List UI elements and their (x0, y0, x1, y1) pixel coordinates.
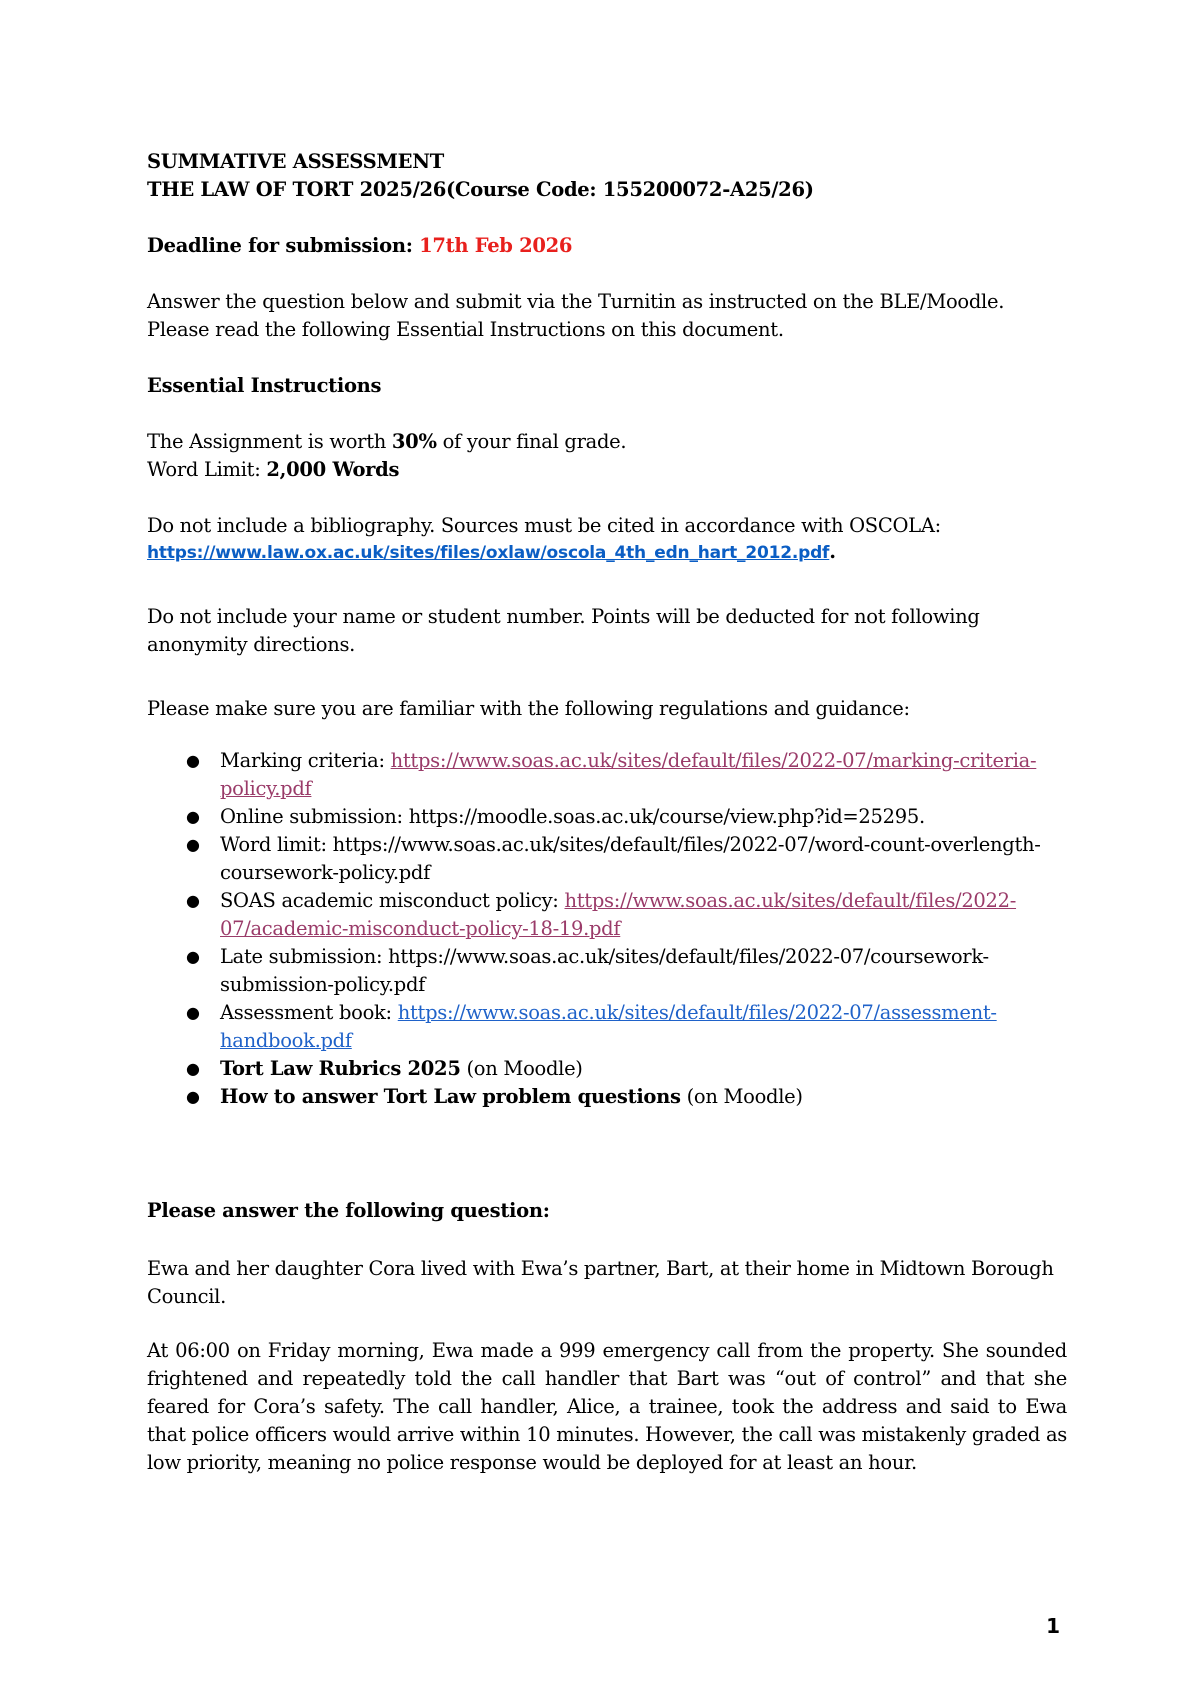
bibliography-note: Do not include a bibliography. Sources must be cited in accordance with OSCOLA: (147, 514, 941, 537)
oscola-line (147, 538, 1067, 567)
oscola-trailing: . (829, 540, 836, 563)
word-limit-label: Word Limit: (147, 458, 267, 481)
essential-heading: Essential Instructions (147, 374, 382, 397)
book-label: Assessment book: (220, 1001, 398, 1024)
list-item-howto (147, 1083, 1067, 1111)
bullet-icon: ● (186, 835, 200, 854)
list-item-rubrics (147, 1055, 1067, 1083)
wordlimit-label: Word limit: (220, 833, 333, 856)
word-limit-value: 2,000 Words (266, 458, 400, 481)
rubrics-title: Tort Law Rubrics 2025 (220, 1057, 461, 1080)
anonymity-line-2: anonymity directions. (147, 633, 356, 656)
title-line-2: THE LAW OF TORT 2025/26(Course Code: 155200072-A25/26) (147, 178, 814, 201)
book-url-part-2[interactable]: handbook.pdf (220, 1029, 352, 1052)
worth-line (147, 428, 1067, 456)
late-url-part-2: submission-policy.pdf (220, 973, 426, 996)
list-item-word-limit (147, 831, 1067, 887)
document-body (147, 148, 1067, 1477)
question-para-2: At 06:00 on Friday morning, Ewa made a 999 emergency call from the property. She sounded frightened and repeatedly told the call handler that Bart was “out of control” and that she feared for Cora’s safety. The call handler, Alice, a trainee, took the address and said to Ewa that police officers would arrive within 10 minutes. However, the call was mistakenly graded as low priority, meaning no police response would be deployed for at least an hour. (147, 1339, 1067, 1474)
bullet-icon: ● (186, 807, 200, 826)
misconduct-url-part-1[interactable]: https://www.soas.ac.uk/sites/default/files/2022- (564, 889, 1017, 912)
worth-value: 30% (391, 430, 437, 453)
question-para-1-line-1: Ewa and her daughter Cora lived with Ewa’s partner, Bart, at their home in Midtown Borough (147, 1257, 1054, 1280)
worth-pre: The Assignment is worth (147, 430, 392, 453)
oscola-link[interactable]: https://www.law.ox.ac.uk/sites/files/oxlaw/oscola_4th_edn_hart_2012.pdf (147, 543, 830, 563)
howto-note: (on Moodle) (680, 1085, 803, 1108)
bullet-icon: ● (186, 891, 200, 910)
familiar-text: Please make sure you are familiar with the following regulations and guidance: (147, 697, 910, 720)
bullet-icon: ● (186, 751, 200, 770)
late-url-part-1: https://www.soas.ac.uk/sites/default/files/2022-07/coursework- (388, 945, 989, 968)
bullet-icon: ● (186, 1087, 200, 1106)
page-number: 1 (1046, 1614, 1060, 1638)
misconduct-label: SOAS academic misconduct policy: (220, 889, 565, 912)
deadline-date: 17th Feb 2026 (419, 234, 573, 257)
rubrics-note: (on Moodle) (460, 1057, 583, 1080)
marking-label: Marking criteria: (220, 749, 391, 772)
worth-post: of your final grade. (436, 430, 627, 453)
deadline-label: Deadline for submission: (147, 234, 420, 257)
late-label: Late submission: (220, 945, 389, 968)
intro-line-2: Please read the following Essential Instructions on this document. (147, 318, 784, 341)
anonymity-line-1: Do not include your name or student number. Points will be deducted for not following (147, 605, 980, 628)
wordlimit-url-part-1: https://www.soas.ac.uk/sites/default/files/2022-07/word-count-overlength- (332, 833, 1041, 856)
bullet-icon: ● (186, 1003, 200, 1022)
list-item-assessment-book (147, 999, 1067, 1055)
deadline (147, 232, 1067, 260)
question-heading: Please answer the following question: (147, 1199, 550, 1222)
word-limit-line (147, 456, 1067, 484)
marking-url-part-2[interactable]: policy.pdf (220, 777, 312, 800)
title-line-1: SUMMATIVE ASSESSMENT (147, 150, 444, 173)
wordlimit-url-part-2: coursework-policy.pdf (220, 861, 431, 884)
howto-title: How to answer Tort Law problem questions (220, 1085, 681, 1108)
list-item-marking (147, 747, 1067, 803)
intro-line-1: Answer the question below and submit via the Turnitin as instructed on the BLE/Moodle. (147, 290, 1005, 313)
regulations-list (147, 747, 1067, 1111)
list-item-misconduct (147, 887, 1067, 943)
online-label: Online submission: (220, 805, 409, 828)
online-url: https://moodle.soas.ac.uk/course/view.php?id=25295. (408, 805, 925, 828)
list-item-online (147, 803, 1067, 831)
marking-url-part-1[interactable]: https://www.soas.ac.uk/sites/default/files/2022-07/marking-criteria- (390, 749, 1037, 772)
misconduct-url-part-2[interactable]: 07/academic-misconduct-policy-18-19.pdf (220, 917, 621, 940)
bullet-icon: ● (186, 947, 200, 966)
book-url-part-1[interactable]: https://www.soas.ac.uk/sites/default/files/2022-07/assessment- (397, 1001, 997, 1024)
bullet-icon: ● (186, 1059, 200, 1078)
question-para-1-line-2: Council. (147, 1285, 226, 1308)
list-item-late (147, 943, 1067, 999)
